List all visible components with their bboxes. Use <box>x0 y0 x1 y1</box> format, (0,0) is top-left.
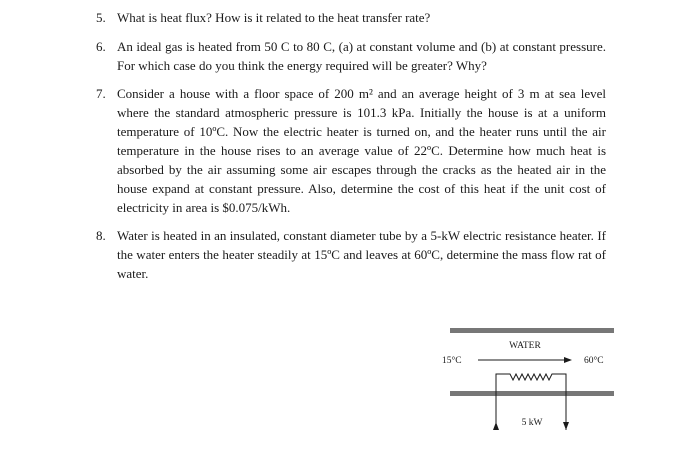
tube-wall-bottom <box>450 391 614 396</box>
question-number: 6. <box>96 39 106 54</box>
question-number: 8. <box>96 228 106 243</box>
resistor-coil <box>496 374 566 386</box>
question-text: What is heat flux? How is it related to the heat transfer rate? <box>117 10 431 25</box>
question-number: 5. <box>96 10 106 25</box>
question-6 <box>96 37 606 75</box>
heater-tube-figure <box>420 318 620 453</box>
question-text: Consider a house with a floor space of 200 m² and an average height of 3 m at sea level where the standard atmospheric pressure is 101.3 kPa. Initially the house is at a uniform temperature of 10ºC. Now the electric heater is turned on, and the heater runs until the air temperature in the house rises to an average value of 22ºC. Determine how much heat is absorbed by the air assuming some air escapes through the cracks as the heated air in the house expand at constant pressure. Also, determine the cost of this heat if the unit cost of electricity in area is $0.075/kWh. <box>117 86 606 215</box>
wire-arrow-up-icon <box>493 422 499 430</box>
question-text: Water is heated in an insulated, constant diameter tube by a 5-kW electric resistance heater. If the water enters the heater steadily at 15ºC and leaves at 60ºC, determine the mass flow rat of water. <box>117 228 606 281</box>
tube-wall-top <box>450 328 614 333</box>
wire-arrow-down-icon <box>563 422 569 430</box>
inlet-temperature: 15°C <box>442 356 462 366</box>
power-label: 5 kW <box>521 418 543 428</box>
question-5 <box>96 8 606 27</box>
question-8 <box>96 226 606 283</box>
outlet-temperature: 60°C <box>584 356 604 366</box>
flow-arrow-head <box>564 357 572 363</box>
fluid-label: WATER <box>509 341 541 351</box>
question-number: 7. <box>96 86 106 101</box>
question-text: An ideal gas is heated from 50 C to 80 C, (a) at constant volume and (b) at constant pressure. For which case do you think the energy required will be greater? Why? <box>117 39 606 73</box>
question-7 <box>96 84 606 217</box>
